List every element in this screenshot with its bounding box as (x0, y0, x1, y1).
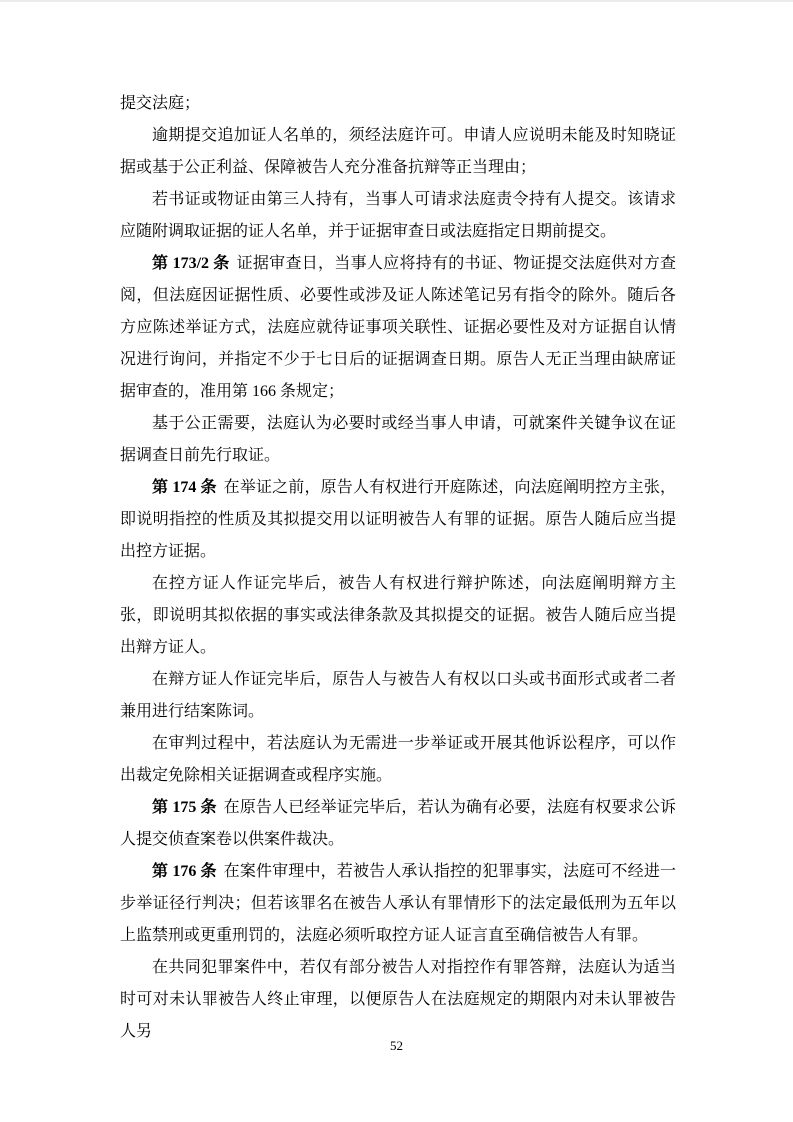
paragraph-text: 逾期提交追加证人名单的，须经法庭许可。申请人应说明未能及时知晓证据或基于公正利益、保障被告人充分准备抗辩等正当理由； (120, 127, 676, 176)
paragraph (120, 728, 676, 792)
article-number: 第 174 条 (152, 479, 217, 496)
article-number: 第 175 条 (152, 799, 217, 816)
paragraph-article-173-2 (120, 248, 676, 408)
paragraph (120, 184, 676, 248)
paragraph-text: 在共同犯罪案件中，若仅有部分被告人对指控作有罪答辩，法庭认为适当时可对未认罪被告人终止审理，以便原告人在法庭规定的期限内对未认罪被告人另 (120, 959, 676, 1040)
paragraph-text: 在案件审理中，若被告人承认指控的犯罪事实，法庭可不经进一步举证径行判决；但若该罪名在被告人承认有罪情形下的法定最低刑为五年以上监禁刑或更重刑罚的，法庭必须听取控方证人证言直至确信被告人有罪。 (120, 863, 676, 944)
article-number: 第 173/2 条 (152, 255, 230, 272)
paragraph-text: 基于公正需要，法庭认为必要时或经当事人申请，可就案件关键争议在证据调查日前先行取证。 (120, 415, 676, 464)
paragraph-text: 在举证之前，原告人有权进行开庭陈述，向法庭阐明控方主张，即说明指控的性质及其拟提交用以证明被告人有罪的证据。原告人随后应当提出控方证据。 (120, 479, 676, 560)
paragraph-text: 提交法庭； (120, 95, 201, 112)
paragraph-text: 若书证或物证由第三人持有，当事人可请求法庭责令持有人提交。该请求应随附调取证据的证人名单，并于证据审查日或法庭指定日期前提交。 (120, 191, 676, 240)
paragraph-text: 证据审查日，当事人应将持有的书证、物证提交法庭供对方查阅，但法庭因证据性质、必要性或涉及证人陈述笔记另有指令的除外。随后各方应陈述举证方式，法庭应就待证事项关联性、证据必要性及对方证据自认情况进行询问，并指定不少于七日后的证据调查日期。原告人无正当理由缺席证据审查的，准用第 166 条规定； (120, 255, 676, 400)
paragraph (120, 88, 676, 120)
paragraph-text: 在审判过程中，若法庭认为无需进一步举证或开展其他诉讼程序，可以作出裁定免除相关证据调查或程序实施。 (120, 735, 676, 784)
paragraph-text: 在辩方证人作证完毕后，原告人与被告人有权以口头或书面形式或者二者兼用进行结案陈词。 (120, 671, 676, 720)
paragraph (120, 568, 676, 664)
paragraph (120, 408, 676, 472)
paragraph-article-174 (120, 472, 676, 568)
paragraph-text: 在控方证人作证完毕后，被告人有权进行辩护陈述，向法庭阐明辩方主张，即说明其拟依据的事实或法律条款及其拟提交的证据。被告人随后应当提出辩方证人。 (120, 575, 676, 656)
page-number: 52 (390, 1038, 403, 1053)
paragraph (120, 120, 676, 184)
paragraph-article-176 (120, 856, 676, 952)
paragraph-text: 在原告人已经举证完毕后，若认为确有必要，法庭有权要求公诉人提交侦查案卷以供案件裁决。 (120, 799, 676, 848)
paragraph (120, 952, 676, 1048)
paragraph (120, 664, 676, 728)
paragraph-article-175 (120, 792, 676, 856)
article-number: 第 176 条 (152, 863, 217, 880)
document-body (120, 88, 676, 1048)
